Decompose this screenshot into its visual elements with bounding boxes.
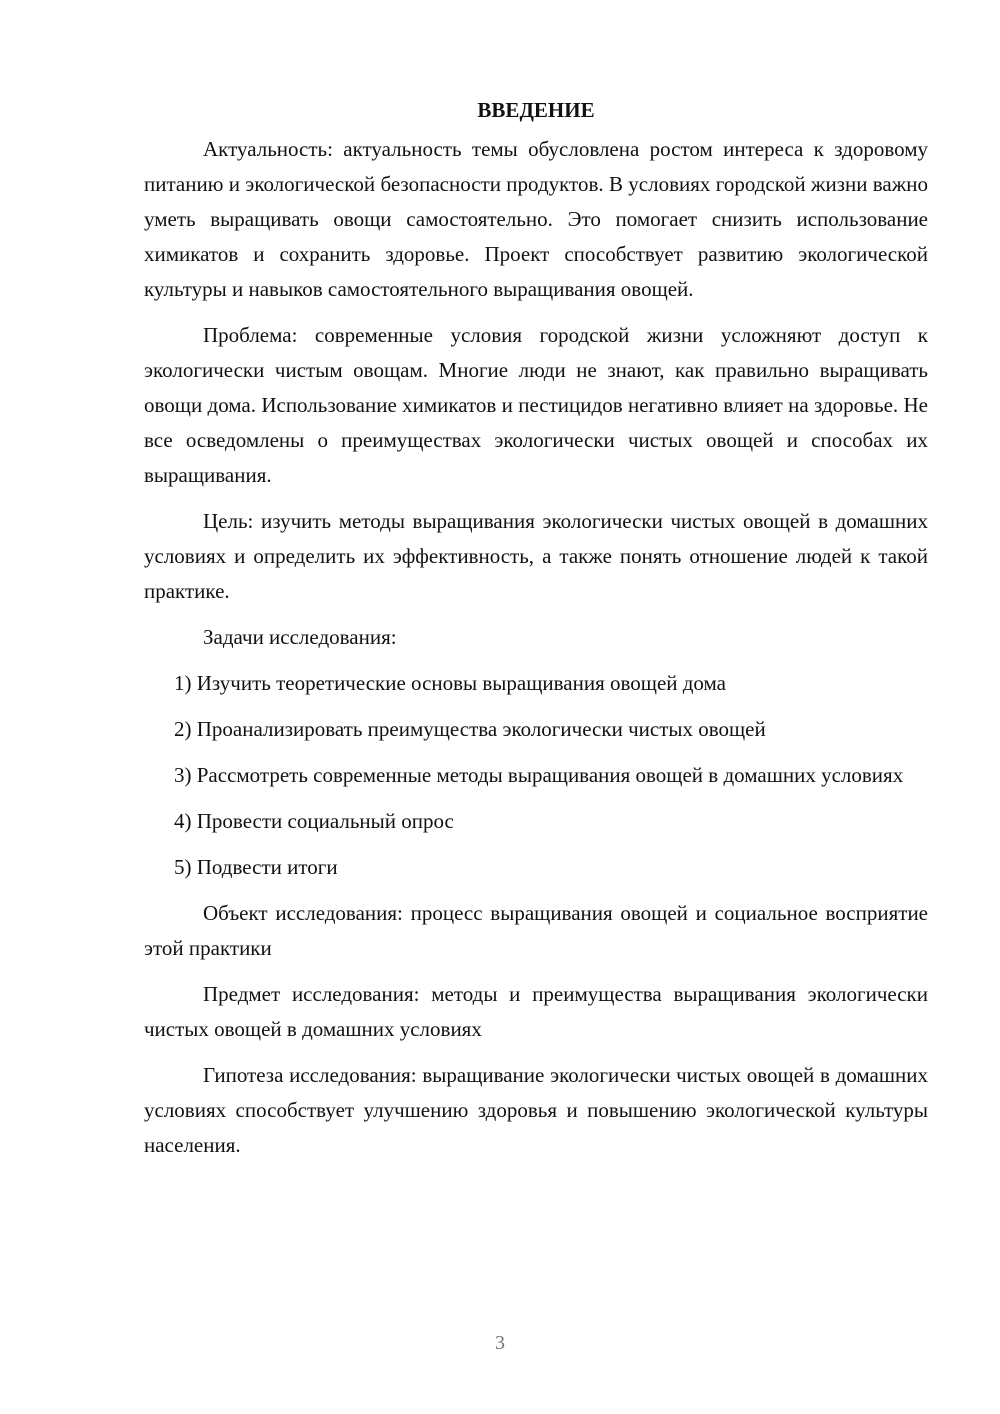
document-page bbox=[144, 92, 928, 1163]
problem-paragraph: Проблема: современные условия городской жизни усложняют доступ к экологически чистым овощам. Многие люди не знают, как правильно выращивать овощи дома. Использование химикатов и пестицидов негативно влияет на здоровье. Не все осведомлены о преимуществах экологически чистых овощей и способах их выращивания. bbox=[144, 323, 928, 487]
tasks-heading: Задачи исследования: bbox=[203, 625, 397, 649]
task-item: 1) Изучить теоретические основы выращивания овощей дома bbox=[174, 671, 726, 695]
task-item: 3) Рассмотреть современные методы выращивания овощей в домашних условиях bbox=[174, 763, 904, 787]
goal-paragraph: Цель: изучить методы выращивания экологически чистых овощей в домашних условиях и определить их эффективность, а также понять отношение людей к такой практике. bbox=[144, 509, 928, 603]
task-item: 2) Проанализировать преимущества экологически чистых овощей bbox=[174, 717, 766, 741]
task-item: 4) Провести социальный опрос bbox=[174, 809, 454, 833]
section-title: ВВЕДЕНИЕ bbox=[477, 98, 595, 122]
page-number: 3 bbox=[495, 1332, 505, 1354]
relevance-paragraph: Актуальность: актуальность темы обусловлена ростом интереса к здоровому питанию и экологической безопасности продуктов. В условиях городской жизни важно уметь выращивать овощи самостоятельно. Это помогает снизить использование химикатов и сохранить здоровье. Проект способствует развитию экологической культуры и навыков самостоятельного выращивания овощей. bbox=[144, 137, 928, 301]
object-paragraph: Объект исследования: процесс выращивания овощей и социальное восприятие этой практики bbox=[144, 901, 928, 960]
hypothesis-paragraph: Гипотеза исследования: выращивание экологически чистых овощей в домашних условиях способствует улучшению здоровья и повышению экологической культуры населения. bbox=[144, 1063, 928, 1157]
task-item: 5) Подвести итоги bbox=[174, 855, 338, 879]
subject-paragraph: Предмет исследования: методы и преимущества выращивания экологически чистых овощей в домашних условиях bbox=[144, 982, 928, 1041]
